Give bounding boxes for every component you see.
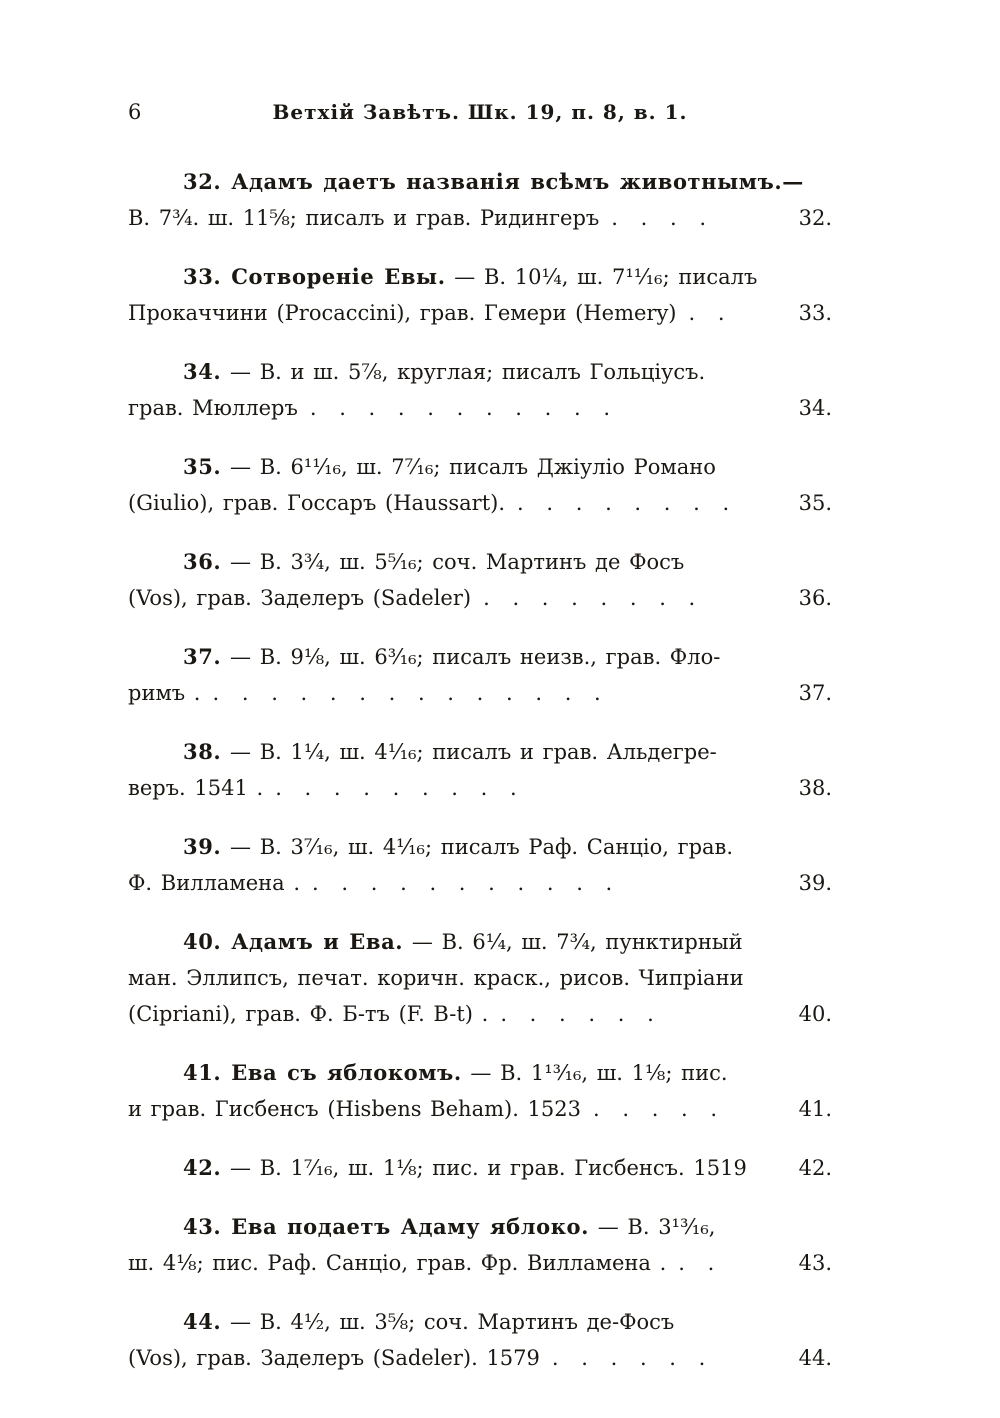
entry-number-title: 44.: [183, 1309, 222, 1334]
entry-text: римъ .: [128, 681, 201, 705]
entry-page-ref: 37.: [798, 681, 832, 705]
entry-text: — В. 6¹¹⁄₁₆, ш. 7⁷⁄₁₆; писалъ Джіуліо Романо: [221, 455, 716, 479]
entry-text: и грав. Гисбенсъ (Hisbens Beham). 1523: [128, 1097, 581, 1121]
entry-text: — В. 3⁷⁄₁₆, ш. 4¹⁄₁₆; писалъ Раф. Санціо, грав.: [221, 835, 734, 859]
entry-line: [128, 829, 832, 865]
catalog-entry: [128, 1150, 832, 1186]
entry-text: веръ. 1541 .: [128, 776, 264, 800]
entry-line: [128, 485, 832, 521]
page-number: 6: [128, 100, 142, 124]
dot-leader: . . . . . . . . .: [275, 776, 517, 800]
entry-number-title: 42.: [183, 1155, 222, 1180]
entry-text: (Vos), грав. Заделеръ (Sadeler): [128, 586, 472, 610]
entry-page-ref: 32.: [798, 206, 832, 230]
entry-text: — В. 3³⁄₄, ш. 5⁵⁄₁₆; соч. Мартинъ де Фосъ: [221, 550, 685, 574]
entry-text: — В. 10¹⁄₄, ш. 7¹¹⁄₁₆; писалъ: [445, 265, 758, 289]
entry-line: [128, 996, 832, 1032]
catalog-entries: [128, 164, 832, 1376]
entry-text: грав. Мюллеръ: [128, 396, 298, 420]
catalog-entry: [128, 829, 832, 901]
entry-number-title: 37.: [183, 644, 222, 669]
entry-page-ref: 40.: [798, 1002, 832, 1026]
entry-page-ref: 39.: [798, 871, 832, 895]
entry-line: [128, 544, 832, 580]
catalog-entry: [128, 1055, 832, 1127]
entry-text: — В. 9¹⁄₈, ш. 6³⁄₁₆; писалъ неизв., грав. Фло-: [221, 645, 721, 669]
entry-line: [128, 1091, 832, 1127]
entry-line: [128, 354, 832, 390]
catalog-entry: [128, 734, 832, 806]
dot-leader: . .: [678, 1251, 715, 1275]
entry-text: — В. 1¹³⁄₁₆, ш. 1¹⁄₈; пис.: [461, 1061, 728, 1085]
entry-page-ref: 35.: [798, 491, 832, 515]
entry-number-title: 39.: [183, 834, 222, 859]
entry-number-title: 38.: [183, 739, 222, 764]
entry-text: Прокаччини (Procaccini), грав. Гемери (Hemery): [128, 301, 677, 325]
catalog-entry: [128, 259, 832, 331]
dot-leader: . . . . . . . .: [483, 586, 696, 610]
entry-line: [128, 1245, 832, 1281]
entry-line: [128, 865, 832, 901]
entry-text: — В. 6¹⁄₄, ш. 7³⁄₄, пунктирный: [403, 930, 743, 954]
entry-text: — В. 4¹⁄₂, ш. 3⁵⁄₈; соч. Мартинъ де-Фосъ: [221, 1310, 675, 1334]
entry-number-title: 32. Адамъ даетъ названія всѣмъ животнымъ.—: [183, 169, 804, 194]
entry-line: [128, 295, 832, 331]
entry-line: [128, 960, 832, 996]
dot-leader: . . . . . . . . . . .: [312, 871, 613, 895]
entry-line: [128, 200, 832, 236]
entry-page-ref: 38.: [798, 776, 832, 800]
entry-line: [128, 1340, 832, 1376]
entry-text: — В. 1¹⁄₄, ш. 4¹⁄₁₆; писалъ и грав. Альдегре-: [221, 740, 717, 764]
entry-line: [128, 1209, 832, 1245]
catalog-entry: [128, 449, 832, 521]
entry-text: — В. 3¹³⁄₁₆,: [589, 1215, 716, 1239]
dot-leader: . . . . . . . . . . .: [309, 396, 611, 420]
dot-leader: . . . . . . . .: [517, 491, 730, 515]
entry-line: [128, 259, 832, 295]
entry-line: [128, 449, 832, 485]
entry-page-ref: 33.: [798, 301, 832, 325]
entry-page-ref: 36.: [798, 586, 832, 610]
entry-number-title: 36.: [183, 549, 222, 574]
entry-number-title: 34.: [183, 359, 222, 384]
entry-line: [128, 580, 832, 616]
catalog-entry: [128, 544, 832, 616]
catalog-entry: [128, 924, 832, 1032]
entry-line: [128, 770, 832, 806]
catalog-entry: [128, 1209, 832, 1281]
dot-leader: . . . . . .: [551, 1346, 706, 1370]
catalog-entry: [128, 354, 832, 426]
entry-text: (Cipriani), грав. Ф. Б-тъ (F. B-t) .: [128, 1002, 489, 1026]
entry-text: — В. и ш. 5⁷⁄₈, круглая; писалъ Гольціусъ.: [221, 360, 706, 384]
entry-page-ref: 41.: [798, 1097, 832, 1121]
entry-number-title: 33. Сотвореніе Евы.: [183, 264, 446, 289]
entry-text: Ф. Вилламена .: [128, 871, 301, 895]
dot-leader: . . . .: [611, 206, 707, 230]
entry-page-ref: 42.: [798, 1156, 832, 1180]
dot-leader: . . . . . .: [500, 1002, 654, 1026]
entry-line: [128, 1304, 832, 1340]
entry-number-title: 41. Ева съ яблокомъ.: [183, 1060, 462, 1085]
catalog-entry: [128, 1304, 832, 1376]
entry-number-title: 40. Адамъ и Ева.: [183, 929, 404, 954]
dot-leader: . . . . .: [593, 1097, 718, 1121]
dot-leader: . . . . . . . . . . . . . .: [212, 681, 601, 705]
entry-line: [128, 1150, 832, 1186]
entry-text: — В. 1⁷⁄₁₆, ш. 1¹⁄₈; пис. и грав. Гисбенсъ. 1519: [221, 1156, 747, 1180]
dot-leader: . .: [688, 301, 725, 325]
entry-line: [128, 164, 832, 200]
entry-number-title: 35.: [183, 454, 222, 479]
entry-line: [128, 675, 832, 711]
entry-text: (Giulio), грав. Госсаръ (Haussart).: [128, 491, 506, 515]
entry-line: [128, 639, 832, 675]
entry-number-title: 43. Ева подаетъ Адаму яблоко.: [183, 1214, 590, 1239]
catalog-entry: [128, 639, 832, 711]
catalog-entry: [128, 164, 832, 236]
entry-line: [128, 924, 832, 960]
entry-line: [128, 390, 832, 426]
running-head: [128, 100, 832, 124]
entry-line: [128, 1055, 832, 1091]
entry-text: В. 7³⁄₄. ш. 11⁵⁄₈; писалъ и грав. Ридингеръ: [128, 206, 600, 230]
entry-page-ref: 44.: [798, 1346, 832, 1370]
entry-text: ш. 4¹⁄₈; пис. Раф. Санціо, грав. Фр. Вилламена .: [128, 1251, 667, 1275]
entry-text: ман. Эллипсъ, печат. коричн. краск., рисов. Чипріани: [128, 966, 744, 990]
entry-line: [128, 734, 832, 770]
page-header-title: Ветхій Завѣтъ. Шк. 19, п. 8, в. 1.: [272, 100, 688, 124]
entry-page-ref: 43.: [798, 1251, 832, 1275]
entry-page-ref: 34.: [798, 396, 832, 420]
entry-text: (Vos), грав. Заделеръ (Sadeler). 1579: [128, 1346, 540, 1370]
